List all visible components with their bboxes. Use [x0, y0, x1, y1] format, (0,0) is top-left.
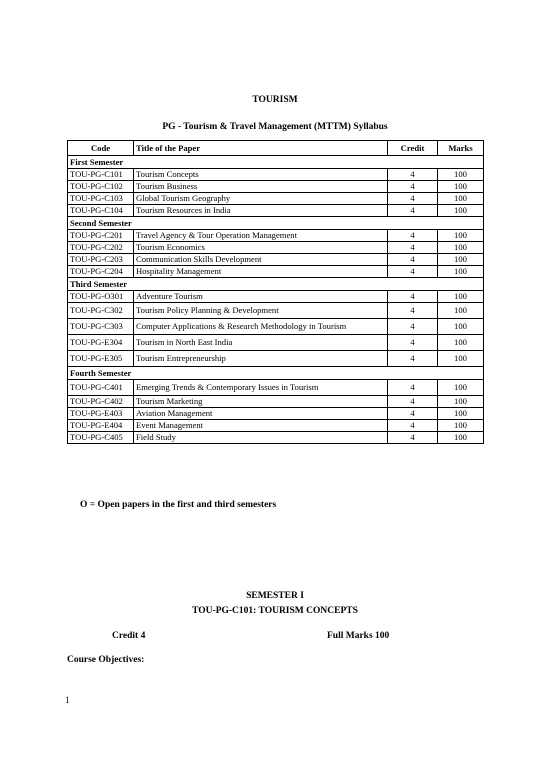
- cell-credit: 4: [388, 303, 438, 319]
- header-code: Code: [68, 141, 134, 156]
- cell-marks: 100: [438, 181, 484, 193]
- cell-code: TOU-PG-E403: [68, 408, 134, 420]
- cell-marks: 100: [438, 205, 484, 217]
- cell-credit: 4: [388, 432, 438, 444]
- cell-marks: 100: [438, 291, 484, 303]
- cell-marks: 100: [438, 230, 484, 242]
- cell-marks: 100: [438, 432, 484, 444]
- cell-title: Aviation Management: [134, 408, 388, 420]
- cell-title: Event Management: [134, 420, 388, 432]
- table-row: [68, 380, 484, 396]
- cell-marks: 100: [438, 319, 484, 335]
- cell-title: Tourism Resources in India: [134, 205, 388, 217]
- open-papers-note: O = Open papers in the first and third semesters: [80, 500, 277, 510]
- cell-marks: 100: [438, 169, 484, 181]
- cell-marks: 100: [438, 266, 484, 278]
- cell-code: TOU-PG-E305: [68, 351, 134, 367]
- cell-code: TOU-PG-C203: [68, 254, 134, 266]
- cell-code: TOU-PG-C204: [68, 266, 134, 278]
- semester-label: Fourth Semester: [68, 367, 484, 380]
- cell-credit: 4: [388, 181, 438, 193]
- semester-row: [68, 367, 484, 380]
- table-row: [68, 303, 484, 319]
- table-row: [68, 193, 484, 205]
- cell-code: TOU-PG-C405: [68, 432, 134, 444]
- cell-title: Tourism Entrepreneurship: [134, 351, 388, 367]
- cell-credit: 4: [388, 254, 438, 266]
- table-row: [68, 396, 484, 408]
- semester-label: First Semester: [68, 156, 484, 169]
- table-row: [68, 319, 484, 335]
- semester-row: [68, 278, 484, 291]
- cell-title: Travel Agency & Tour Operation Management: [134, 230, 388, 242]
- cell-code: TOU-PG-E404: [68, 420, 134, 432]
- cell-credit: 4: [388, 230, 438, 242]
- semester-heading: SEMESTER I: [246, 591, 304, 601]
- table-row: [68, 408, 484, 420]
- cell-marks: 100: [438, 242, 484, 254]
- semester-label: Third Semester: [68, 278, 484, 291]
- cell-title: Adventure Tourism: [134, 291, 388, 303]
- cell-title: Tourism in North East India: [134, 335, 388, 351]
- cell-code: TOU-PG-O301: [68, 291, 134, 303]
- table-row: [68, 169, 484, 181]
- cell-credit: 4: [388, 408, 438, 420]
- cell-credit: 4: [388, 193, 438, 205]
- table-header-row: [68, 141, 484, 156]
- document-title: TOURISM: [252, 95, 298, 105]
- table-row: [68, 242, 484, 254]
- cell-title: Tourism Business: [134, 181, 388, 193]
- cell-code: TOU-PG-C202: [68, 242, 134, 254]
- cell-title: Tourism Marketing: [134, 396, 388, 408]
- cell-code: TOU-PG-C201: [68, 230, 134, 242]
- cell-code: TOU-PG-C401: [68, 380, 134, 396]
- cell-code: TOU-PG-C103: [68, 193, 134, 205]
- cell-credit: 4: [388, 291, 438, 303]
- cell-code: TOU-PG-C102: [68, 181, 134, 193]
- cell-title: Global Tourism Geography: [134, 193, 388, 205]
- cell-title: Field Study: [134, 432, 388, 444]
- table-row: [68, 291, 484, 303]
- cell-code: TOU-PG-C402: [68, 396, 134, 408]
- cell-credit: 4: [388, 205, 438, 217]
- header-credit: Credit: [388, 141, 438, 156]
- cell-credit: 4: [388, 396, 438, 408]
- course-heading: TOU-PG-C101: TOURISM CONCEPTS: [192, 606, 358, 616]
- cell-credit: 4: [388, 266, 438, 278]
- page-number: 1: [65, 695, 70, 705]
- course-objectives-heading: Course Objectives:: [67, 655, 145, 665]
- cell-title: Tourism Economics: [134, 242, 388, 254]
- semester-row: [68, 217, 484, 230]
- credit-text: Credit 4: [112, 631, 146, 641]
- cell-title: Tourism Policy Planning & Development: [134, 303, 388, 319]
- cell-title: Communication Skills Development: [134, 254, 388, 266]
- document-subtitle: PG - Tourism & Travel Management (MTTM) Syllabus: [162, 122, 388, 132]
- table-body: [68, 156, 484, 444]
- cell-title: Emerging Trends & Contemporary Issues in Tourism: [134, 380, 388, 396]
- cell-credit: 4: [388, 319, 438, 335]
- syllabus-table: [67, 140, 484, 444]
- table-row: [68, 351, 484, 367]
- cell-title: Hospitality Management: [134, 266, 388, 278]
- cell-code: TOU-PG-C302: [68, 303, 134, 319]
- table-row: [68, 254, 484, 266]
- cell-code: TOU-PG-C104: [68, 205, 134, 217]
- semester-row: [68, 156, 484, 169]
- cell-marks: 100: [438, 396, 484, 408]
- cell-marks: 100: [438, 193, 484, 205]
- cell-marks: 100: [438, 335, 484, 351]
- table-row: [68, 266, 484, 278]
- table-row: [68, 230, 484, 242]
- table-row: [68, 205, 484, 217]
- cell-credit: 4: [388, 242, 438, 254]
- cell-title: Computer Applications & Research Methodology in Tourism: [134, 319, 388, 335]
- cell-marks: 100: [438, 303, 484, 319]
- table-row: [68, 335, 484, 351]
- table-row: [68, 420, 484, 432]
- cell-credit: 4: [388, 169, 438, 181]
- cell-credit: 4: [388, 420, 438, 432]
- table-row: [68, 181, 484, 193]
- cell-credit: 4: [388, 380, 438, 396]
- header-marks: Marks: [438, 141, 484, 156]
- cell-code: TOU-PG-E304: [68, 335, 134, 351]
- semester-label: Second Semester: [68, 217, 484, 230]
- full-marks-text: Full Marks 100: [327, 631, 390, 641]
- cell-marks: 100: [438, 408, 484, 420]
- cell-marks: 100: [438, 380, 484, 396]
- table-row: [68, 432, 484, 444]
- cell-code: TOU-PG-C303: [68, 319, 134, 335]
- cell-marks: 100: [438, 351, 484, 367]
- cell-marks: 100: [438, 254, 484, 266]
- cell-code: TOU-PG-C101: [68, 169, 134, 181]
- header-title: Title of the Paper: [134, 141, 388, 156]
- cell-credit: 4: [388, 351, 438, 367]
- cell-title: Tourism Concepts: [134, 169, 388, 181]
- cell-credit: 4: [388, 335, 438, 351]
- cell-marks: 100: [438, 420, 484, 432]
